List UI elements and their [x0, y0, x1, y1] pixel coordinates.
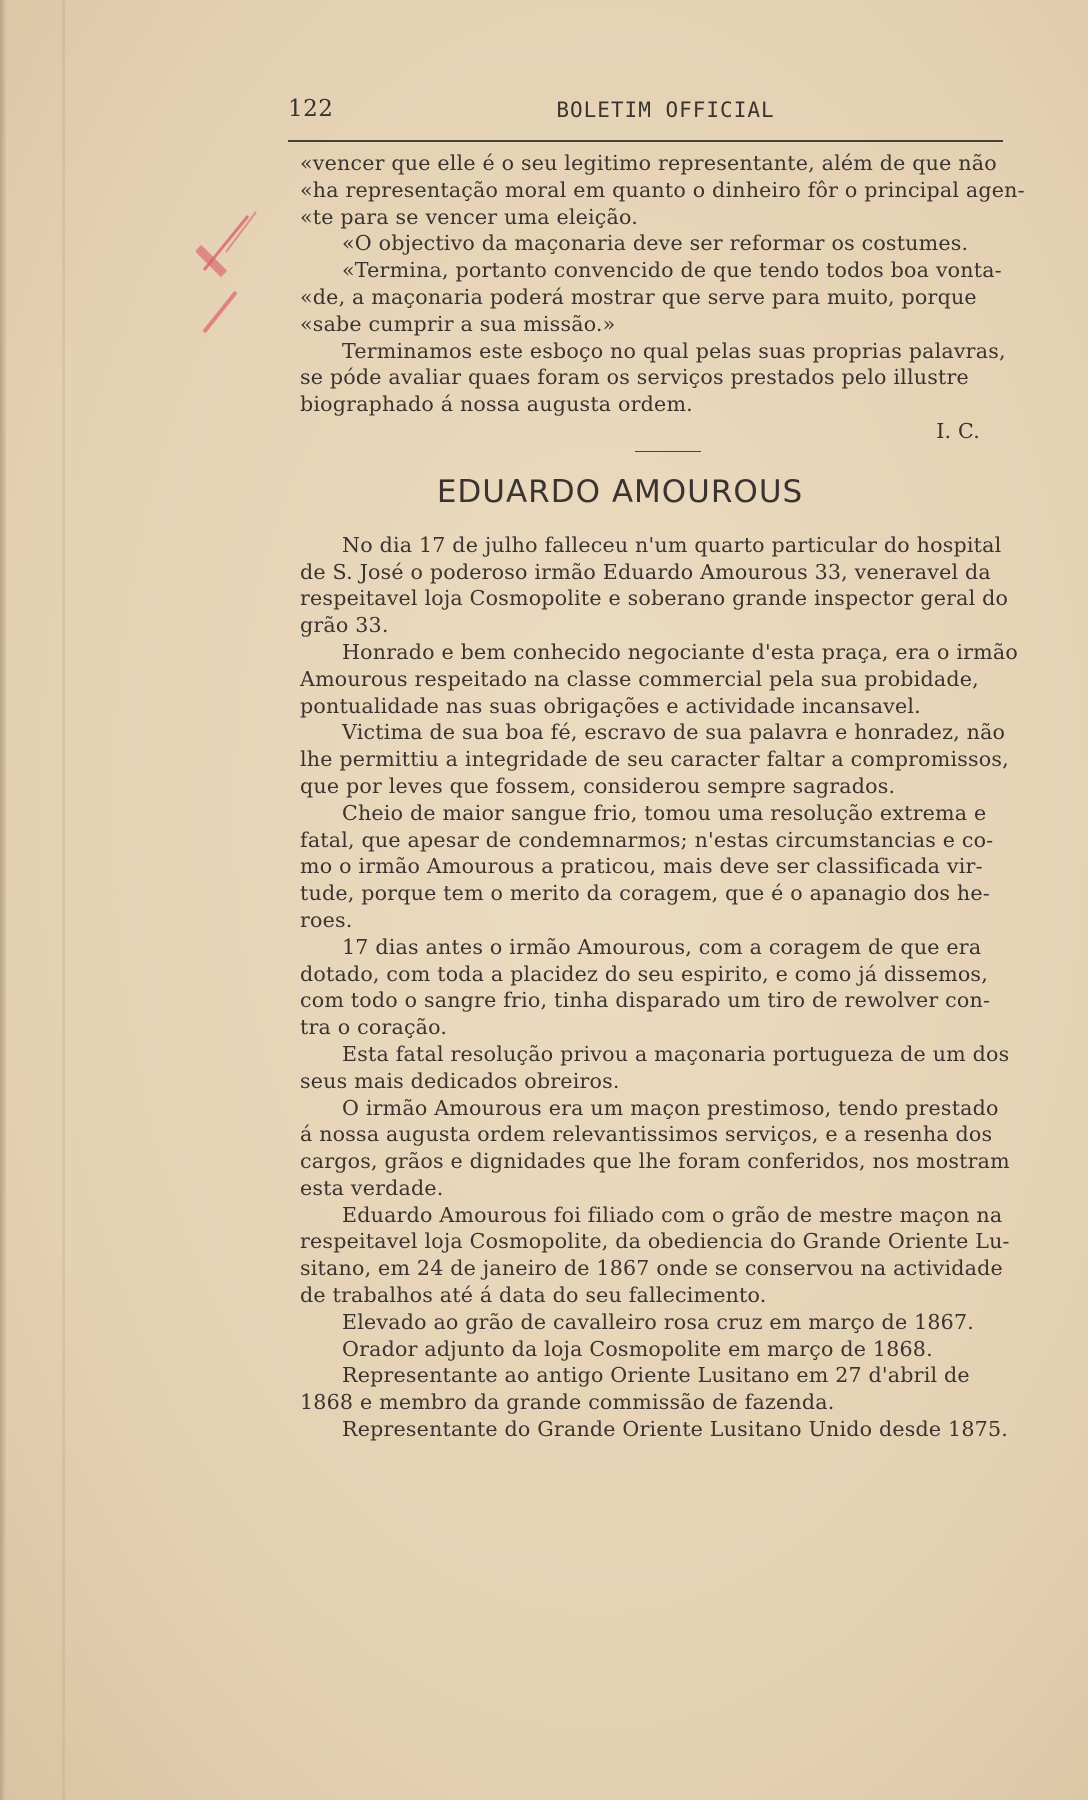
text-line: Honrado e bem conhecido negociante d'esta praça, era o irmão [342, 639, 1018, 664]
text-line: dotado, com toda a placidez do seu espirito, e como já dissemos, [300, 961, 988, 986]
text-line: Victima de sua boa fé, escravo de sua palavra e honradez, não [342, 720, 1006, 745]
text-line: Representante do Grande Oriente Lusitano Unido desde 1875. [342, 1417, 1009, 1442]
text-line: cargos, grãos e dignidades que lhe foram conferidos, nos mostram [300, 1149, 1010, 1174]
text-line: á nossa augusta ordem relevantissimos serviços, e a resenha dos [300, 1122, 993, 1147]
text-line: fatal, que apesar de condemnarmos; n'estas circumstancias e co- [300, 827, 994, 852]
section-divider [635, 451, 701, 452]
text-line: «de, a maçonaria poderá mostrar que serve para muito, porque [300, 284, 977, 309]
page-header [288, 96, 1003, 142]
text-line: Elevado ao grão de cavalleiro rosa cruz em março de 1867. [342, 1309, 975, 1334]
text-line: de trabalhos até á data do seu fallecimento. [300, 1283, 767, 1308]
text-line: pontualidade nas suas obrigações e actividade incansavel. [300, 693, 921, 718]
author-signature: I. C. [936, 418, 980, 443]
text-line: 17 dias antes o irmão Amourous, com a coragem de que era [342, 934, 982, 959]
text-line: com todo o sangre frio, tinha disparado um tiro de rewolver con- [300, 988, 991, 1013]
text-line: O irmão Amourous era um maçon prestimoso, tendo prestado [342, 1095, 999, 1120]
text-line: seus mais dedicados obreiros. [300, 1068, 620, 1093]
text-line: biographado á nossa augusta ordem. [300, 392, 693, 417]
text-line: Amourous respeitado na classe commercial pela sua probidade, [300, 666, 979, 691]
article-body [300, 532, 1018, 1443]
text-line: Eduardo Amourous foi filiado com o grão de mestre maçon na [342, 1202, 1003, 1227]
red-pencil-mark [196, 208, 286, 338]
article-title: EDUARDO AMOUROUS [436, 473, 804, 510]
text-line: «te para se vencer uma eleição. [300, 204, 638, 229]
text-line: lhe permittiu a integridade de seu caracter faltar a compromissos, [300, 747, 1009, 772]
page-content [300, 150, 1025, 1443]
text-line: Representante ao antigo Oriente Lusitano em 27 d'abril de [342, 1363, 970, 1388]
text-line: tra o coração. [300, 1015, 448, 1040]
journal-title: BOLETIM OFFICIAL [556, 98, 775, 122]
text-line: esta verdade. [300, 1175, 444, 1200]
text-line: Cheio de maior sangue frio, tomou uma resolução extrema e [342, 800, 987, 825]
text-line: sitano, em 24 de janeiro de 1867 onde se conservou na actividade [300, 1256, 1003, 1281]
text-line: de S. José o poderoso irmão Eduardo Amourous 33, veneravel da [300, 559, 991, 584]
page-number: 122 [288, 96, 334, 122]
text-line: roes. [300, 907, 353, 932]
text-line: Terminamos este esboço no qual pelas suas proprias palavras, [342, 338, 1006, 363]
text-line: mo o irmão Amourous a praticou, mais deve ser classificada vir- [300, 854, 983, 879]
text-line: «O objectivo da maçonaria deve ser reformar os costumes. [342, 231, 969, 256]
text-line: Orador adjunto da loja Cosmopolite em março de 1868. [342, 1336, 933, 1361]
text-line: se póde avaliar quaes foram os serviços prestados pelo illustre [300, 365, 969, 390]
text-line: «ha representação moral em quanto o dinheiro fôr o principal agen- [300, 177, 1025, 202]
text-line: «vencer que elle é o seu legitimo representante, além de que não [300, 151, 997, 175]
text-line: grão 33. [300, 613, 389, 638]
text-line: tude, porque tem o merito da coragem, que é o apanagio dos he- [300, 881, 990, 906]
text-line: respeitavel loja Cosmopolite, da obediencia do Grande Oriente Lu- [300, 1229, 1010, 1254]
text-line: 1868 e membro da grande commissão de fazenda. [300, 1390, 835, 1415]
previous-article [300, 150, 1025, 452]
text-line: Esta fatal resolução privou a maçonaria portugueza de um dos [342, 1041, 1010, 1066]
text-line: respeitavel loja Cosmopolite e soberano grande inspector geral do [300, 586, 1009, 611]
text-line: No dia 17 de julho falleceu n'um quarto particular do hospital [342, 532, 1002, 557]
text-line: «sabe cumprir a sua missão.» [300, 311, 616, 336]
text-line: «Termina, portanto convencido de que tendo todos boa vonta- [342, 258, 1002, 283]
page-fold [62, 0, 65, 1800]
page-edge [0, 0, 6, 1800]
text-line: que por leves que fossem, considerou sempre sagrados. [300, 773, 896, 798]
